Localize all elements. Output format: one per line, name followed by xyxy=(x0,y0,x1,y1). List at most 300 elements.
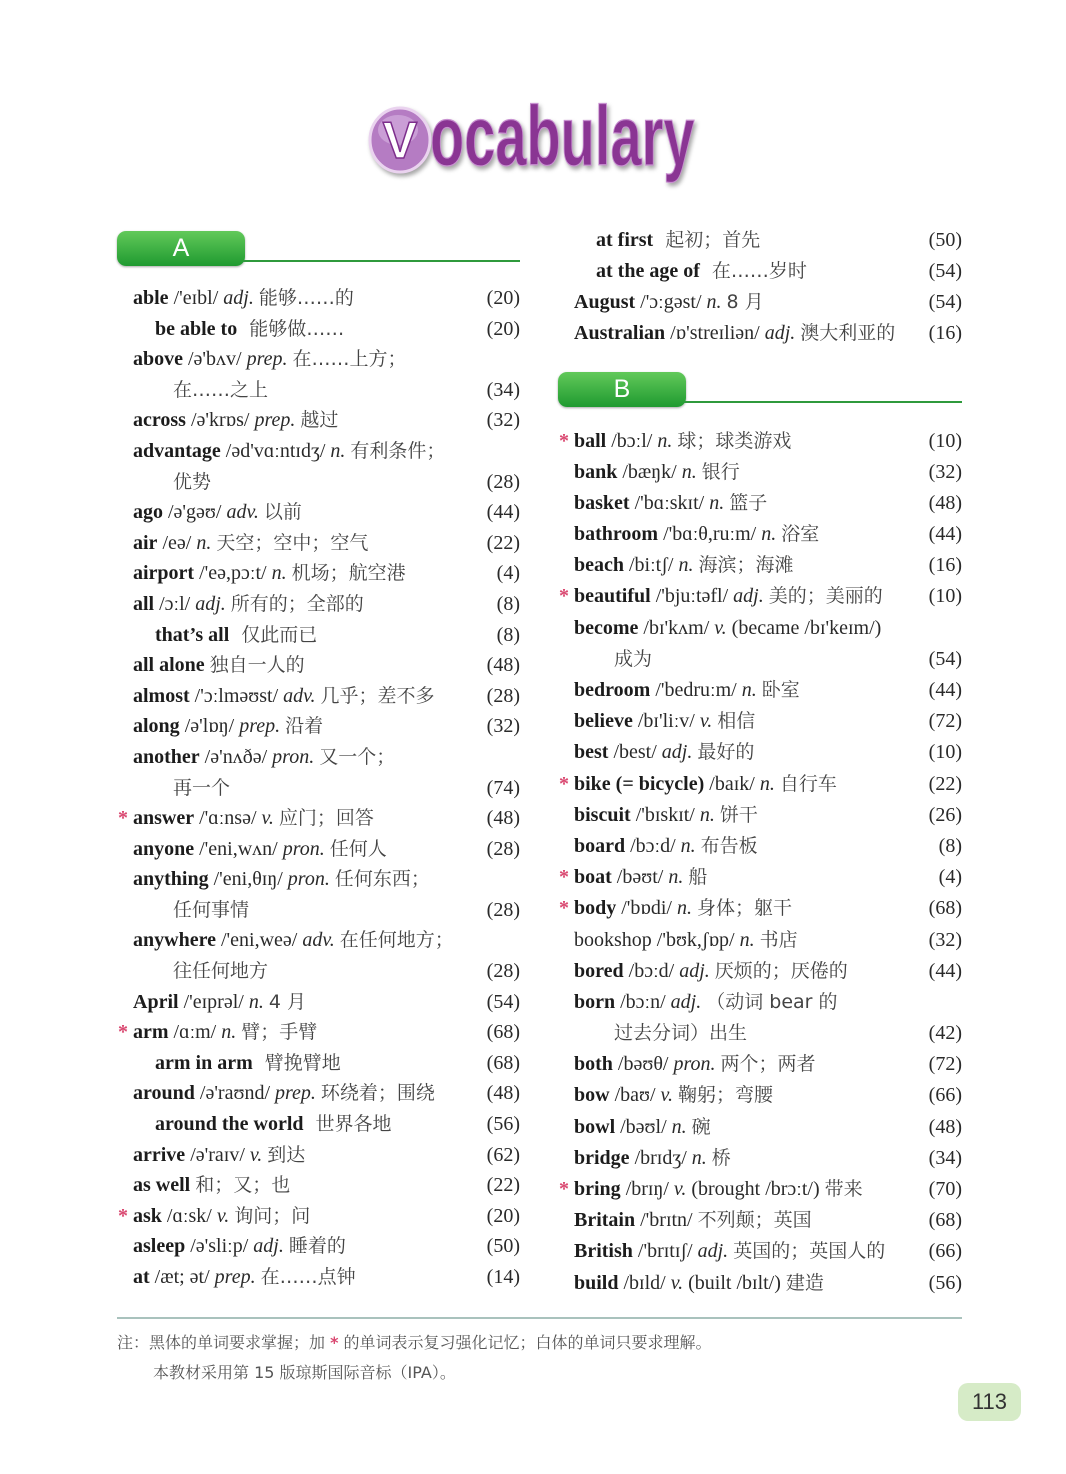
continuation-row xyxy=(117,467,520,498)
entry-text xyxy=(133,558,406,589)
entry-word: across xyxy=(133,409,186,432)
entry-word: all xyxy=(133,592,155,615)
entry-meaning: 自行车 xyxy=(779,772,837,795)
continuation-row xyxy=(117,956,520,987)
entry-text xyxy=(133,711,323,742)
entry-page-ref: (8) xyxy=(938,834,962,857)
entry-phonetic: /'eə,pɔːt/ xyxy=(199,562,267,585)
entry-meaning: 建造 xyxy=(785,1271,824,1294)
entry-meaning: 独自一人的 xyxy=(209,654,305,677)
entry-phonetic: /ɑːsk/ xyxy=(166,1204,212,1227)
vocab-entry xyxy=(117,864,520,895)
entry-part-of-speech: v. xyxy=(216,1204,230,1227)
entry-part-of-speech: adj. xyxy=(764,321,796,344)
continuation-row xyxy=(117,773,520,804)
entry-text xyxy=(596,256,807,287)
entry-part-of-speech: n. xyxy=(706,290,722,313)
entry-page-ref: (70) xyxy=(928,1178,962,1200)
entry-phonetic: /bɪ'kʌm/ xyxy=(643,616,710,639)
entry-phrase: around the world xyxy=(155,1113,304,1136)
entry-text xyxy=(574,737,754,768)
star-mark: * xyxy=(118,1204,128,1227)
entry-word: bow xyxy=(574,1084,610,1107)
entry-page-ref: (44) xyxy=(486,501,520,524)
entry-text xyxy=(133,405,338,436)
entry-meaning: 厌烦的；厌倦的 xyxy=(714,959,848,982)
vocab-entry xyxy=(558,613,962,644)
entry-text xyxy=(614,644,652,675)
entry-meaning: 银行 xyxy=(701,460,740,483)
entry-meaning: 环绕着；围绕 xyxy=(320,1082,435,1105)
entry-page-ref: (54) xyxy=(928,259,962,282)
entry-part-of-speech: n. xyxy=(221,1021,237,1044)
entry-phonetic: /'bʊk,ʃɒp/ xyxy=(656,928,735,951)
entry-phonetic: /bɔːn/ xyxy=(620,990,666,1013)
entry-meaning: 在……点钟 xyxy=(260,1266,356,1288)
star-mark: * xyxy=(559,772,569,795)
entry-word: believe xyxy=(574,710,633,733)
entry-word: body xyxy=(574,897,617,920)
entry-page-ref: (54) xyxy=(928,647,962,670)
entry-text xyxy=(574,1205,812,1236)
vocab-entry xyxy=(117,589,520,620)
entry-word: ball xyxy=(574,429,607,452)
entry-text xyxy=(155,314,344,345)
entry-text xyxy=(596,225,760,256)
vocab-entry xyxy=(117,925,520,956)
entry-word: both xyxy=(574,1053,613,1076)
entry-phonetic: /ə'gəʊ/ xyxy=(168,501,222,524)
entry-text xyxy=(173,895,249,926)
entry-word: anyone xyxy=(133,837,195,860)
entry-part-of-speech: v. xyxy=(670,1271,684,1294)
entry-page-ref: (48) xyxy=(486,1082,520,1105)
entry-text xyxy=(574,956,848,987)
vocab-entry xyxy=(117,650,520,681)
vocab-entry xyxy=(117,283,520,314)
entry-phonetic: /bəʊl/ xyxy=(620,1115,667,1138)
entry-text xyxy=(133,589,364,620)
star-mark: * xyxy=(559,429,569,452)
continuation-row xyxy=(117,895,520,926)
entry-part-of-speech: prep. xyxy=(246,348,288,371)
vocab-entry xyxy=(117,1201,520,1232)
vocab-entry xyxy=(558,1268,962,1299)
entry-page-ref: (48) xyxy=(928,491,962,514)
entry-meaning: （动词 bear 的 xyxy=(706,990,838,1013)
entry-meaning: 睡着的 xyxy=(288,1235,346,1258)
entry-phonetic: /baɪk/ xyxy=(709,772,755,795)
entry-page-ref: (44) xyxy=(928,959,962,982)
entry-text xyxy=(133,742,395,773)
entry-phonetic: /ə'bʌv/ xyxy=(188,348,242,371)
entry-text xyxy=(574,1236,885,1267)
vocab-entry xyxy=(558,862,962,893)
entry-word: bathroom xyxy=(574,523,659,546)
entry-part-of-speech: v. xyxy=(249,1143,263,1166)
entry-word: born xyxy=(574,990,616,1013)
entry-word: bridge xyxy=(574,1146,630,1169)
entry-page-ref: (28) xyxy=(486,960,520,983)
entry-phonetic: /'bedruːm/ xyxy=(655,679,737,701)
vocab-entry xyxy=(117,344,520,375)
entry-text xyxy=(155,1109,392,1140)
entry-phonetic: /ə'krɒs/ xyxy=(190,409,250,432)
entry-word: anywhere xyxy=(133,929,216,952)
entry-text xyxy=(173,375,268,406)
entry-text xyxy=(133,283,354,314)
entry-text xyxy=(574,1049,816,1080)
vocab-entry xyxy=(558,581,962,612)
entry-meaning: 询问；问 xyxy=(234,1204,311,1227)
entry-text xyxy=(133,834,387,865)
entry-text xyxy=(574,519,819,550)
vocab-entry xyxy=(117,405,520,436)
entry-meaning: 澳大利亚的 xyxy=(800,321,896,344)
entry-meaning: 机场；航空港 xyxy=(291,562,406,585)
footnote-text: 注：黑体的单词要求掌握；加 xyxy=(117,1333,331,1352)
title-text: ocabulary xyxy=(430,95,695,184)
vocab-entry xyxy=(558,318,962,349)
entry-word: arrive xyxy=(133,1143,186,1166)
vocab-entry xyxy=(558,550,962,581)
entry-text xyxy=(173,956,268,987)
vocab-entry xyxy=(117,681,520,712)
entry-meaning: 在任何地方； xyxy=(339,929,454,952)
entry-part-of-speech: prep. xyxy=(275,1082,316,1105)
entry-text xyxy=(574,457,740,488)
entry-page-ref: (72) xyxy=(928,710,962,733)
entry-page-ref: (50) xyxy=(928,228,962,251)
vocab-entry xyxy=(117,834,520,865)
entry-word: answer xyxy=(133,807,195,830)
entry-phonetic: /'ɔːgəst/ xyxy=(640,290,702,313)
entry-text xyxy=(133,344,407,375)
entry-phonetic: /'bɑːskɪt/ xyxy=(634,491,705,514)
vocab-entry xyxy=(558,737,962,768)
entry-page-ref: (14) xyxy=(486,1266,520,1288)
entry-page-ref: (54) xyxy=(486,990,520,1013)
entry-meaning: 越过 xyxy=(300,409,339,432)
entry-page-ref: (50) xyxy=(486,1235,520,1258)
entry-meaning: 起初；首先 xyxy=(665,228,761,251)
entry-part-of-speech: v. xyxy=(673,1178,687,1200)
entry-part-of-speech: adj. xyxy=(223,287,254,309)
entry-page-ref: (8) xyxy=(496,623,520,646)
vocab-entry xyxy=(558,1143,962,1174)
entry-phonetic: /bɔːl/ xyxy=(611,429,653,452)
entry-meaning: 两个；两者 xyxy=(720,1053,816,1076)
entry-text xyxy=(133,497,302,528)
entry-meaning: 几乎；差不多 xyxy=(320,684,435,707)
entry-part-of-speech: n. xyxy=(196,531,212,554)
entry-text xyxy=(133,1078,435,1109)
entry-meaning-continued: 任何事情 xyxy=(173,898,250,921)
vocab-entry xyxy=(117,742,520,773)
entry-text xyxy=(173,773,230,804)
entry-word: airport xyxy=(133,562,195,585)
entry-meaning: 任何人 xyxy=(329,837,387,860)
entry-text xyxy=(133,528,368,559)
star-mark: * xyxy=(118,1021,128,1044)
entry-page-ref: (66) xyxy=(928,1240,962,1263)
entry-part-of-speech: adv. xyxy=(302,929,335,952)
entry-meaning: 臂；手臂 xyxy=(241,1021,318,1044)
star-mark: * xyxy=(559,897,569,920)
page-number: 113 xyxy=(958,1383,1021,1421)
entry-phonetic: /'ɑːnsə/ xyxy=(199,807,257,830)
vocab-list-a xyxy=(117,283,520,1293)
entry-word: biscuit xyxy=(574,803,631,826)
entry-part-of-speech: pron. xyxy=(673,1053,716,1076)
entry-part-of-speech: n. xyxy=(741,679,757,701)
entry-page-ref: (42) xyxy=(928,1022,962,1045)
entry-page-ref: (28) xyxy=(486,684,520,707)
vocab-entry xyxy=(558,1236,962,1267)
entry-text xyxy=(574,613,881,644)
vocab-entry xyxy=(558,457,962,488)
entry-page-ref: (8) xyxy=(496,592,520,615)
entry-meaning: 到达 xyxy=(267,1143,306,1166)
entry-part-of-speech: n. xyxy=(699,803,715,826)
entry-part-of-speech: v. xyxy=(714,616,727,639)
footer-divider xyxy=(117,1317,962,1319)
entry-page-ref: (32) xyxy=(928,460,962,483)
vocab-entry xyxy=(117,1078,520,1109)
entry-phrase: at the age of xyxy=(596,259,700,282)
entry-text xyxy=(574,1268,824,1299)
entry-phonetic: /'eɪprəl/ xyxy=(183,990,244,1013)
entry-meaning: 碗 xyxy=(691,1115,711,1138)
entry-part-of-speech: n. xyxy=(668,866,684,889)
entry-phonetic: /biːtʃ/ xyxy=(629,554,674,577)
vocab-entry xyxy=(558,488,962,519)
entry-word: bowl xyxy=(574,1115,616,1138)
entry-meaning: 世界各地 xyxy=(315,1113,392,1136)
entry-page-ref: (32) xyxy=(486,409,520,432)
footnote-ipa: 本教材采用第 15 版琼斯国际音标（IPA）。 xyxy=(153,1363,456,1382)
entry-inflection: (brought /brɔːt/) xyxy=(691,1178,820,1200)
entry-phonetic: /ə'nʌðə/ xyxy=(204,745,268,768)
entry-phonetic: /ə'raɪv/ xyxy=(190,1143,245,1166)
entry-page-ref: (10) xyxy=(928,585,962,608)
entry-meaning: 海滨；海滩 xyxy=(698,554,794,577)
entry-text xyxy=(574,987,838,1018)
entry-meaning: 任何东西； xyxy=(334,868,430,891)
entry-meaning: 饼干 xyxy=(719,803,758,826)
entry-page-ref: (22) xyxy=(486,531,520,554)
entry-meaning: 带来 xyxy=(824,1178,863,1200)
entry-text xyxy=(133,1140,305,1171)
entry-phonetic: /'eni,wʌn/ xyxy=(199,837,278,860)
entry-part-of-speech: pron. xyxy=(282,837,325,860)
entry-meaning: 球；球类游戏 xyxy=(677,429,792,452)
entry-part-of-speech: pron. xyxy=(272,745,315,768)
entry-text xyxy=(133,925,454,956)
star-mark: * xyxy=(559,866,569,889)
entry-part-of-speech: n. xyxy=(681,460,697,483)
entry-word: board xyxy=(574,834,626,857)
entry-phonetic: /bɪld/ xyxy=(623,1271,666,1294)
entry-part-of-speech: n. xyxy=(691,1146,707,1169)
entry-meaning-continued: 再一个 xyxy=(173,776,231,799)
entry-text xyxy=(173,467,211,498)
footnote-legend xyxy=(117,1330,712,1353)
entry-part-of-speech: n. xyxy=(271,562,287,585)
entry-text xyxy=(574,769,837,800)
entry-text xyxy=(574,925,798,956)
entry-phonetic: /'bɑːθ,ruːm/ xyxy=(663,523,757,546)
vocab-entry xyxy=(117,528,520,559)
entry-word: bank xyxy=(574,460,618,483)
entry-phonetic: /best/ xyxy=(613,741,657,764)
entry-part-of-speech: n. xyxy=(671,1115,687,1138)
entry-phonetic: /'bɪskɪt/ xyxy=(635,803,695,826)
vocab-entry xyxy=(558,1049,962,1080)
entry-part-of-speech: adv. xyxy=(226,501,259,524)
vocab-entry xyxy=(117,1140,520,1171)
vocab-entry xyxy=(558,893,962,924)
entry-phonetic: /'eɪbl/ xyxy=(173,287,219,309)
entry-page-ref: (28) xyxy=(486,898,520,921)
entry-text xyxy=(133,1017,317,1048)
vocab-entry xyxy=(558,1080,962,1111)
entry-text xyxy=(133,681,435,712)
entry-word: ago xyxy=(133,501,163,524)
entry-word: bookshop xyxy=(574,928,652,951)
entry-word: around xyxy=(133,1082,195,1105)
entry-phonetic: /baʊ/ xyxy=(614,1084,656,1107)
entry-word: bike (= bicycle) xyxy=(574,772,705,795)
entry-meaning: 沿着 xyxy=(285,715,324,738)
entry-meaning: 不列颠；英国 xyxy=(697,1209,812,1232)
continuation-row xyxy=(558,1018,962,1049)
vocab-entry xyxy=(117,497,520,528)
entry-word: along xyxy=(133,715,180,738)
entry-phonetic: /ə'raʊnd/ xyxy=(199,1082,270,1105)
entry-word: air xyxy=(133,531,158,554)
entry-phonetic: /eə/ xyxy=(162,531,192,554)
entry-word: all alone xyxy=(133,654,205,677)
phrase-row xyxy=(117,1048,520,1079)
entry-phonetic: /bɔːd/ xyxy=(628,959,675,982)
entry-part-of-speech: n. xyxy=(759,772,775,795)
entry-page-ref: (68) xyxy=(486,1051,520,1074)
entry-text xyxy=(574,1112,711,1143)
entry-word: bedroom xyxy=(574,679,651,701)
entry-text xyxy=(133,1170,290,1201)
entry-page-ref: (22) xyxy=(928,772,962,795)
entry-meaning: 有利条件； xyxy=(350,439,446,462)
entry-page-ref: (68) xyxy=(486,1021,520,1044)
entry-word: asleep xyxy=(133,1235,186,1258)
entry-phonetic: /bɔːd/ xyxy=(630,834,676,857)
entry-phonetic: /'brɪtɪʃ/ xyxy=(637,1240,693,1263)
vocab-entry xyxy=(558,1112,962,1143)
entry-phrase: that’s all xyxy=(155,623,230,646)
section-header-a xyxy=(117,231,520,267)
vocab-entry xyxy=(558,1205,962,1236)
entry-phonetic: /'bɒdi/ xyxy=(621,897,672,920)
entry-part-of-speech: v. xyxy=(660,1084,673,1107)
entry-part-of-speech: n. xyxy=(330,439,346,462)
entry-word: beautiful xyxy=(574,585,651,608)
entry-meaning: 美的；美丽的 xyxy=(768,585,883,608)
entry-part-of-speech: pron. xyxy=(287,868,330,891)
vocab-entry xyxy=(117,987,520,1018)
entry-part-of-speech: n. xyxy=(248,990,264,1013)
entry-meaning: 浴室 xyxy=(781,523,820,546)
entry-part-of-speech: n. xyxy=(657,429,673,452)
entry-part-of-speech: v. xyxy=(699,710,713,733)
star-mark: * xyxy=(559,585,569,608)
entry-meaning: 卧室 xyxy=(761,679,800,701)
entry-part-of-speech: adj. xyxy=(661,741,693,764)
footnote-text: 的单词表示复习强化记忆；白体的单词只要求理解。 xyxy=(338,1333,712,1352)
entry-page-ref: (62) xyxy=(486,1143,520,1166)
phrase-row xyxy=(558,256,962,287)
entry-page-ref: (56) xyxy=(486,1113,520,1136)
entry-phonetic: /'bjuːtəfl/ xyxy=(655,585,729,608)
entry-part-of-speech: adj. xyxy=(697,1240,729,1263)
entry-page-ref: (10) xyxy=(928,429,962,452)
entry-page-ref: (20) xyxy=(486,287,520,309)
entry-phonetic: /bəʊθ/ xyxy=(617,1053,669,1076)
entry-phonetic: /əd'vɑːntɪdʒ/ xyxy=(225,439,326,462)
entry-meaning: 最好的 xyxy=(697,741,755,764)
entry-text xyxy=(574,1143,731,1174)
entry-part-of-speech: n. xyxy=(739,928,755,951)
entry-page-ref: (66) xyxy=(928,1084,962,1107)
vocabulary-title xyxy=(360,95,720,195)
entry-part-of-speech: v. xyxy=(261,807,274,830)
vocab-entry xyxy=(558,426,962,457)
entry-page-ref: (34) xyxy=(928,1146,962,1169)
entry-meaning: 身体；躯干 xyxy=(696,897,792,920)
vocab-entry xyxy=(117,1170,520,1201)
entry-text xyxy=(574,831,758,862)
entry-meaning: 又一个； xyxy=(319,745,396,768)
entry-text xyxy=(574,800,758,831)
section-tab: B xyxy=(558,372,686,407)
entry-phonetic: /ɒ'streɪliən/ xyxy=(670,321,760,344)
entry-phonetic: /'brɪtn/ xyxy=(640,1209,693,1232)
entry-phonetic: /bəʊt/ xyxy=(616,866,664,889)
vocab-entry xyxy=(117,711,520,742)
entry-page-ref: (22) xyxy=(486,1174,520,1197)
entry-page-ref: (56) xyxy=(928,1271,962,1294)
entry-page-ref: (74) xyxy=(486,776,520,799)
entry-meaning: 4 月 xyxy=(268,990,306,1013)
entry-word: Britain xyxy=(574,1209,636,1232)
entry-page-ref: (72) xyxy=(928,1053,962,1076)
vocab-entry xyxy=(117,1231,520,1262)
entry-word: British xyxy=(574,1240,633,1263)
entry-text xyxy=(133,650,305,681)
entry-meaning-continued: 优势 xyxy=(173,470,212,493)
continuation-row xyxy=(117,375,520,406)
entry-text xyxy=(574,581,883,612)
entry-part-of-speech: adj. xyxy=(195,592,226,615)
entry-phrase: at first xyxy=(596,228,654,251)
entry-meaning: 书店 xyxy=(759,928,798,951)
entry-page-ref: (34) xyxy=(486,378,520,401)
entry-phonetic: /ɑːm/ xyxy=(173,1021,217,1044)
vocab-entry xyxy=(558,925,962,956)
entry-phonetic: /brɪŋ/ xyxy=(625,1178,669,1200)
entry-phonetic: /brɪdʒ/ xyxy=(634,1146,687,1169)
entry-page-ref: (28) xyxy=(486,837,520,860)
